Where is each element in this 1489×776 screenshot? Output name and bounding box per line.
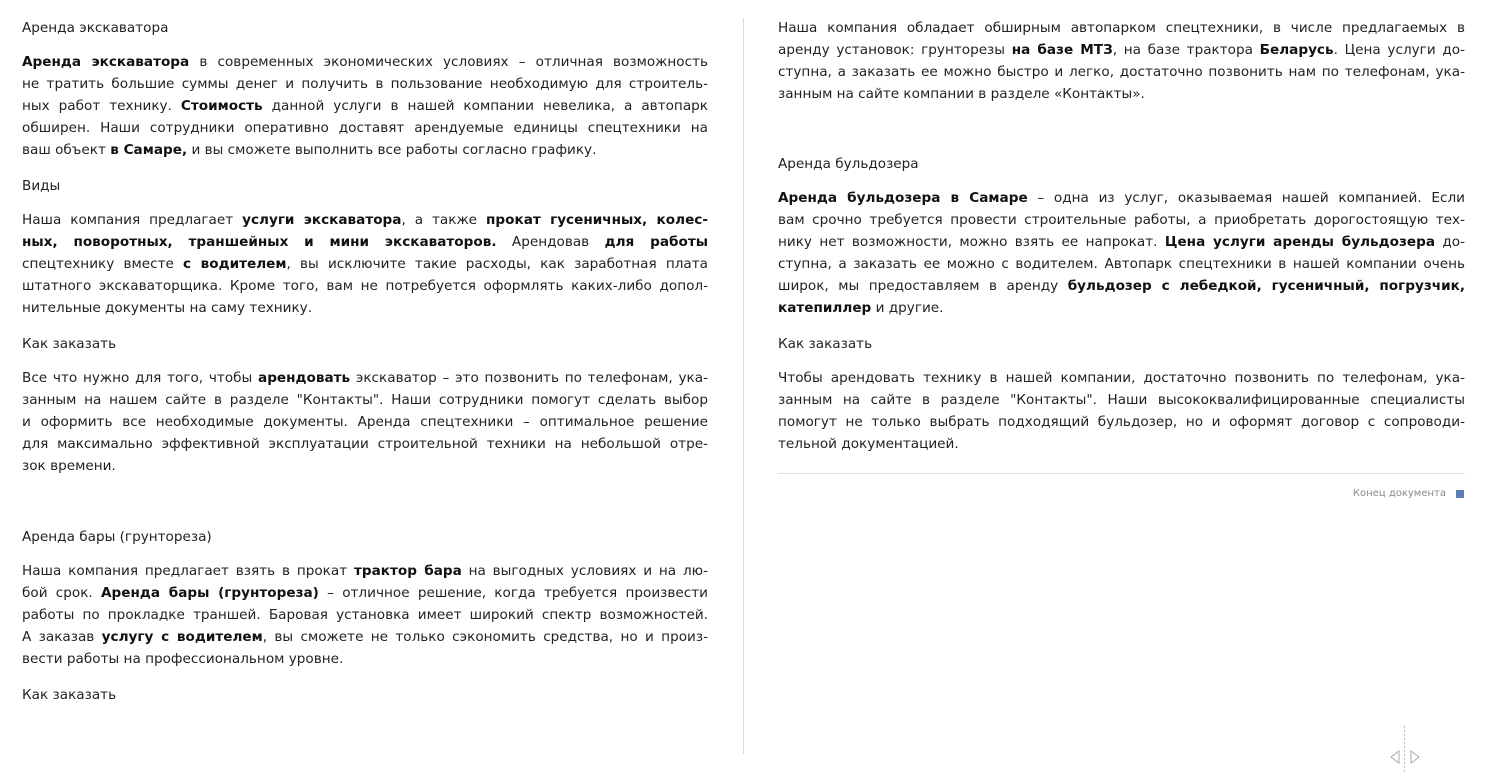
- text-line: [778, 297, 1465, 319]
- subheading-how-to-order-bar: Как заказать: [22, 687, 117, 703]
- text-line: [22, 253, 708, 275]
- text-line: [778, 411, 1465, 433]
- text-line: [22, 626, 708, 648]
- text-line: [778, 209, 1465, 231]
- text: ступна, а заказать ее можно с водителем. Автопарк спецтехники в нашей компании очень: [778, 256, 1465, 272]
- text: экскаватор – это позвонить по телефонам, ука-: [350, 370, 708, 386]
- bold-text: бульдозер с лебедкой, гусеничный, погрузчик,: [1067, 278, 1465, 294]
- bold-text: прокат гусеничных, колес-: [486, 212, 708, 228]
- bold-text: катепиллер: [778, 300, 872, 316]
- text-line: [778, 231, 1465, 253]
- text: не тратить большие суммы денег и получить в пользование необходимую для строитель-: [22, 76, 708, 92]
- text-line: [22, 582, 708, 604]
- text: , на базе трактора: [1112, 42, 1260, 58]
- text-line: [778, 187, 1465, 209]
- text-line: [22, 275, 708, 297]
- bold-text: с водителем: [183, 256, 287, 272]
- text-line: [22, 139, 708, 161]
- text: и вы сможете выполнить все работы согласно графику.: [187, 142, 597, 158]
- column-divider: [743, 18, 744, 754]
- bold-text: Аренда бульдозера в Самаре: [778, 190, 1028, 206]
- text-line: [778, 39, 1465, 61]
- text: и другие.: [871, 300, 944, 316]
- end-of-document-label: Конец документа: [1352, 488, 1446, 499]
- text: А заказав: [22, 629, 102, 645]
- text: ступна, а заказать ее можно быстро и легко, достаточно позвонить нам по телефонам, ука-: [778, 64, 1465, 80]
- section-heading-bar: Аренда бары (грунтореза): [22, 529, 212, 545]
- subheading-types: Виды: [22, 178, 61, 194]
- page-navigation: [1389, 726, 1421, 774]
- end-of-document-square-icon: [1456, 490, 1464, 498]
- text-line: [22, 411, 708, 433]
- section-heading-excavator: Аренда экскаватора: [22, 20, 169, 36]
- text: Наша компания предлагает взять в прокат: [22, 563, 354, 579]
- text: Чтобы арендовать технику в нашей компании, достаточно позвонить по телефонам, ука-: [778, 370, 1465, 386]
- page-next-arrow-icon[interactable]: [1409, 750, 1421, 764]
- text: ных работ технику.: [22, 98, 181, 114]
- text: до-: [1435, 234, 1465, 250]
- text: зок времени.: [22, 458, 116, 474]
- bold-text: для работы: [604, 234, 708, 250]
- text: занным на сайте компании в разделе «Контакты».: [778, 86, 1145, 102]
- text: – отличное решение, когда требуется произвести: [318, 585, 708, 601]
- text: и оформить все необходимые документы. Аренда спецтехники – оптимальное решение: [22, 414, 708, 430]
- text-line: [22, 455, 708, 477]
- bold-text: трактор бара: [353, 563, 462, 579]
- text: широк, мы предоставляем в аренду: [778, 278, 1068, 294]
- text-line: [22, 389, 708, 411]
- text: Наша компания обладает обширным автопарком спецтехники, в числе предлагаемых в: [778, 20, 1465, 36]
- text: данной услуги в нашей компании невелика, а автопарк: [262, 98, 708, 114]
- text: Арендовав: [496, 234, 605, 250]
- text-line: [22, 95, 708, 117]
- bold-text: арендовать: [258, 370, 351, 386]
- text-line: [22, 433, 708, 455]
- excavator-intro-paragraph: [22, 51, 708, 161]
- text-line: [778, 433, 1465, 455]
- text: спецтехнику вместе: [22, 256, 184, 272]
- bulldozer-intro-paragraph: [778, 187, 1465, 319]
- page-prev-arrow-icon[interactable]: [1389, 750, 1401, 764]
- text-line: [778, 275, 1465, 297]
- text-line: [778, 17, 1465, 39]
- text: штатного экскаваторщика. Кроме того, вам не потребуется оформлять каких-либо допол-: [22, 278, 708, 294]
- bold-text: Аренда бары (грунтореза): [101, 585, 319, 601]
- text: вести работы на профессиональном уровне.: [22, 651, 344, 667]
- text: нительные документы на саму технику.: [22, 300, 313, 316]
- text-line: [778, 253, 1465, 275]
- subheading-how-to-order-bulldozer: Как заказать: [778, 336, 873, 352]
- text-line: [778, 61, 1465, 83]
- text: тельной документацией.: [778, 436, 959, 452]
- text: Все что нужно для того, чтобы: [22, 370, 259, 386]
- text-line: [22, 604, 708, 626]
- text-line: [22, 297, 708, 319]
- excavator-types-paragraph: [22, 209, 708, 319]
- excavator-order-paragraph: [22, 367, 708, 477]
- text: аренду установок: грунторезы: [778, 42, 1012, 58]
- text-line: [22, 648, 708, 670]
- text-line: [778, 367, 1465, 389]
- bold-text: услуги экскаватора: [242, 212, 402, 228]
- text-line: [22, 73, 708, 95]
- bar-continued-paragraph: [778, 17, 1465, 105]
- text: на выгодных условиях и на лю-: [461, 563, 708, 579]
- text: Наша компания предлагает: [22, 212, 243, 228]
- text: занным на нашем сайте в разделе "Контакты". Наши сотрудники помогут сделать выбор: [22, 392, 708, 408]
- text: – одна из услуг, оказываемая нашей компанией. Если: [1027, 190, 1465, 206]
- text-line: [778, 83, 1465, 105]
- bold-text: на базе МТЗ: [1011, 42, 1113, 58]
- text-line: [22, 560, 708, 582]
- text: занным на сайте в разделе "Контакты". Наши высококвалифицированные специалисты: [778, 392, 1465, 408]
- bold-text: услугу с водителем: [101, 629, 263, 645]
- text: . Цена услуги до-: [1333, 42, 1465, 58]
- text-line: [22, 117, 708, 139]
- subheading-how-to-order-excavator: Как заказать: [22, 336, 117, 352]
- text-line: [778, 389, 1465, 411]
- end-of-document-rule: [778, 473, 1465, 474]
- section-heading-bulldozer: Аренда бульдозера: [778, 156, 919, 172]
- text: для максимально эффективной эксплуатации строительной техники на небольшой отре-: [22, 436, 708, 452]
- bold-text: в Самаре,: [110, 142, 188, 158]
- text: в современных экономических условиях – отличная возможность: [189, 54, 708, 70]
- bold-text: Беларусь: [1259, 42, 1334, 58]
- text-line: [22, 231, 708, 253]
- text: работы по прокладке траншей. Баровая установка имеет широкий спектр возможностей.: [22, 607, 708, 623]
- text: ваш объект: [22, 142, 111, 158]
- text: , а также: [401, 212, 486, 228]
- bold-text: Стоимость: [180, 98, 263, 114]
- bulldozer-order-paragraph: [778, 367, 1465, 455]
- text: нику нет возможности, можно взять ее напрокат.: [778, 234, 1165, 250]
- bold-text: Цена услуги аренды бульдозера: [1164, 234, 1435, 250]
- text-line: [22, 209, 708, 231]
- bar-intro-paragraph: [22, 560, 708, 670]
- text: бой срок.: [22, 585, 102, 601]
- text: , вы сможете не только сэкономить средства, но и произ-: [262, 629, 708, 645]
- text: обширен. Наши сотрудники оперативно доставят арендуемые единицы спецтехники на: [22, 120, 708, 136]
- text: , вы исключите такие расходы, как заработная плата: [286, 256, 708, 272]
- text-line: [22, 367, 708, 389]
- bold-text: Аренда экскаватора: [22, 54, 190, 70]
- text-line: [22, 51, 708, 73]
- text: помогут не только выбрать подходящий бульдозер, но и оформят договор с сопроводи-: [778, 414, 1465, 430]
- bold-text: ных, поворотных, траншейных и мини экскаваторов.: [22, 234, 497, 250]
- text: вам срочно требуется провести строительные работы, а приобретать дорогостоящую тех-: [778, 212, 1465, 228]
- page-nav-divider: [1404, 726, 1405, 774]
